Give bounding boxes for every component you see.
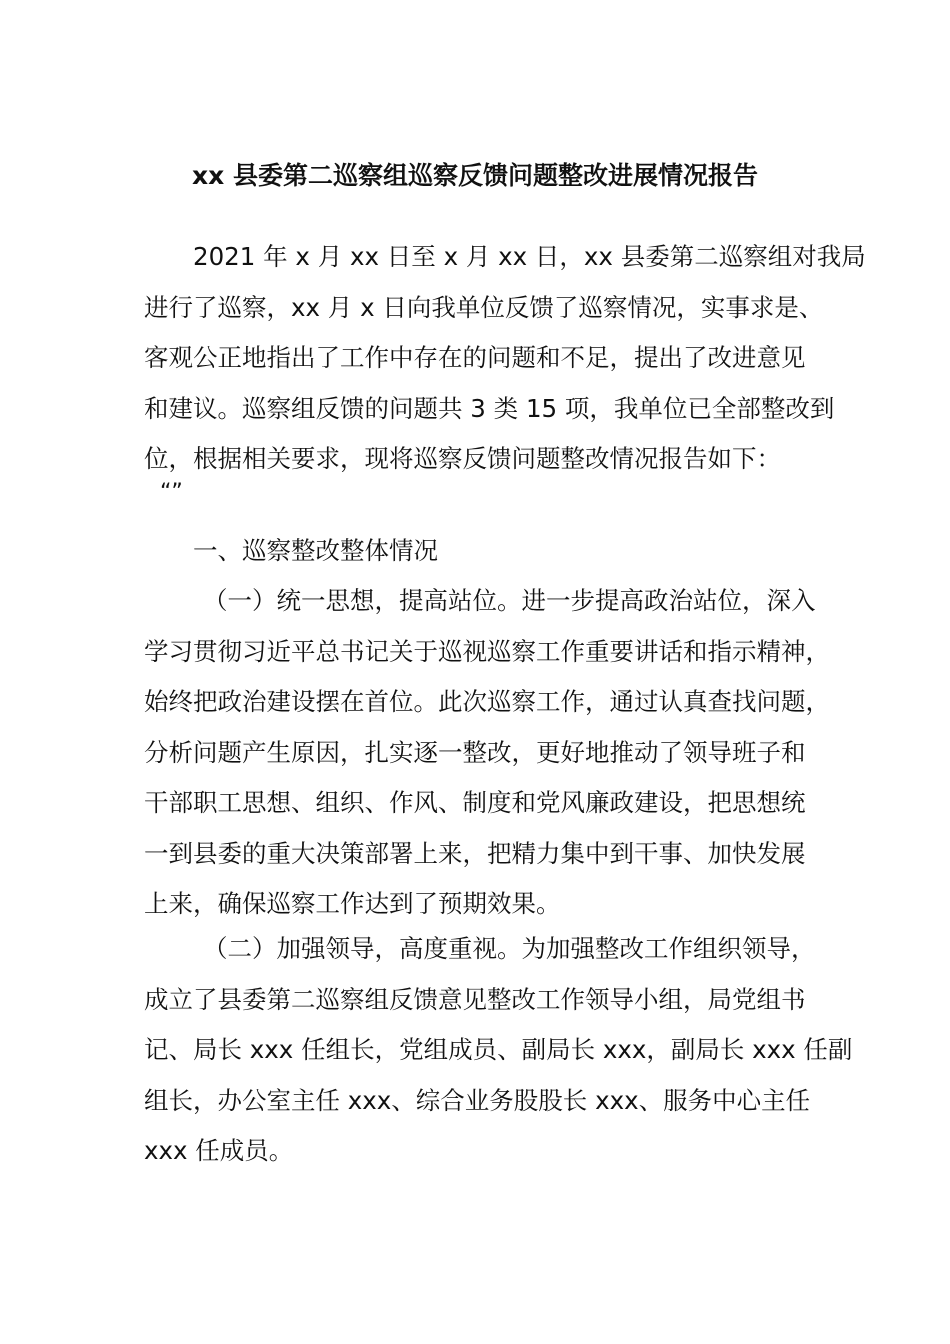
paragraph-2 (144, 924, 853, 1177)
intro-line: 位，根据相关要求，现将巡察反馈问题整改情况报告如下： (144, 444, 781, 473)
section-heading: 一、巡察整改整体情况 (193, 536, 438, 565)
paragraph-line: 一到县委的重大决策部署上来，把精力集中到干事、加快发展 (144, 838, 806, 868)
intro-line: 2021 年 x 月 xx 日至 x 月 xx 日，xx 县委第二巡察组对我局 (193, 242, 866, 271)
paragraph-line: 始终把政治建设摆在首位。此次巡察工作，通过认真查找问题， (144, 687, 830, 716)
intro-line: 和建议。巡察组反馈的问题共 3 类 15 项，我单位已全部整改到 (144, 393, 835, 423)
paragraph-line: 学习贯彻习近平总书记关于巡视巡察工作重要讲话和指示精神， (144, 636, 830, 666)
paragraph-1 (144, 576, 830, 930)
paragraph-line: 上来，确保巡察工作达到了预期效果。 (144, 889, 561, 918)
paragraph-line: 成立了县委第二巡察组反馈意见整改工作领导小组，局党组书 (144, 984, 806, 1014)
paragraph-line: xxx 任成员。 (144, 1136, 294, 1165)
intro-line: 客观公正地指出了工作中存在的问题和不足，提出了改进意见 (144, 343, 806, 372)
paragraph-line: （二）加强领导，高度重视。为加强整改工作组织领导， (203, 934, 816, 963)
document-title: xx 县委第二巡察组巡察反馈问题整改进展情况报告 (192, 161, 758, 190)
intro-paragraph (144, 232, 866, 485)
paragraph-line: （一）统一思想，提高站位。进一步提高政治站位，深入 (203, 586, 816, 615)
quote-mark: “” (160, 480, 183, 505)
paragraph-line: 记、局长 xxx 任组长，党组成员、副局长 xxx，副局长 xxx 任副 (144, 1035, 853, 1064)
intro-line: 进行了巡察，xx 月 x 日向我单位反馈了巡察情况，实事求是、 (144, 292, 824, 322)
paragraph-line: 分析问题产生原因，扎实逐一整改，更好地推动了领导班子和 (144, 737, 806, 767)
paragraph-line: 干部职工思想、组织、作风、制度和党风廉政建设，把思想统 (144, 788, 806, 817)
paragraph-line: 组长，办公室主任 xxx、综合业务股股长 xxx、服务中心主任 (144, 1085, 811, 1115)
